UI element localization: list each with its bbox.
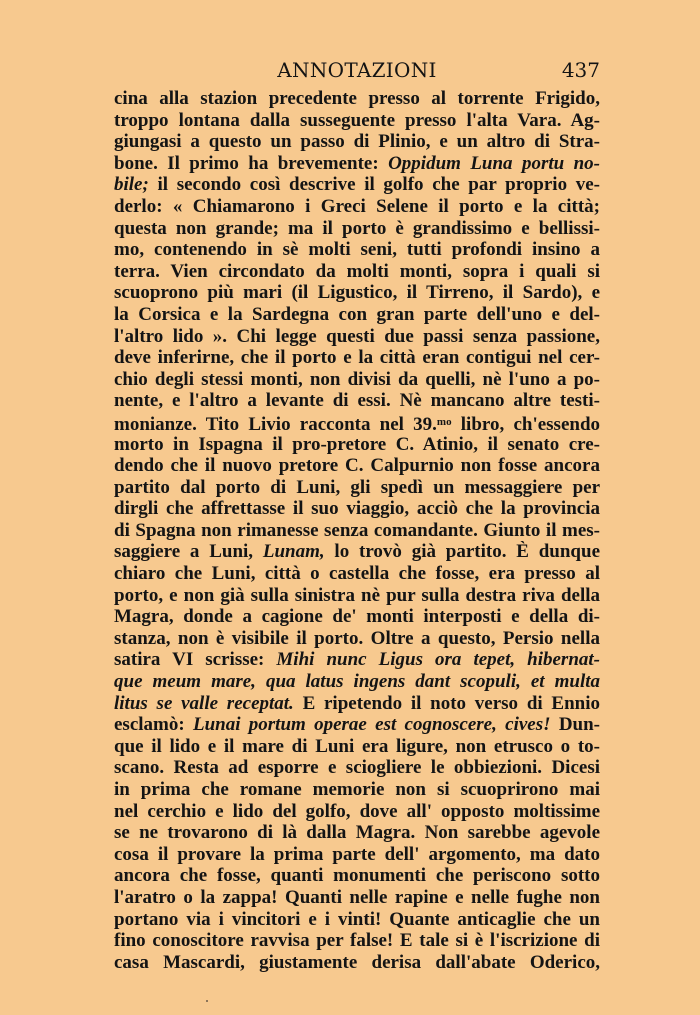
text-line xyxy=(114,822,600,844)
book-page xyxy=(114,58,600,973)
text-line xyxy=(114,498,600,520)
text-line xyxy=(114,369,600,391)
text-run: cosa il provare la prima parte dell' argomento, ma dato xyxy=(114,843,600,865)
text-run: partito dal porto di Luni, gli spedì un messaggiere per xyxy=(114,476,600,498)
text-run: monianze. Tito Livio racconta nel 39. xyxy=(114,413,437,434)
text-line xyxy=(114,952,600,974)
text-line xyxy=(114,434,600,456)
italic-quote: litus se valle receptat. xyxy=(114,692,294,714)
text-run: scano. Resta ad esporre e sciogliere le obbiezioni. Dicesi xyxy=(114,757,600,779)
text-run: chio degli stessi monti, non divisi da quelli, nè l'uno a po- xyxy=(114,368,600,390)
text-line xyxy=(114,239,600,261)
text-line xyxy=(114,282,600,304)
text-line xyxy=(114,304,600,326)
text-line xyxy=(114,801,600,823)
text-line xyxy=(114,412,600,434)
text-run: portano via i vincitori e i vinti! Quante anticaglie che un xyxy=(114,908,600,930)
text-line xyxy=(114,606,600,628)
ordinal-superscript: mo xyxy=(436,415,452,428)
text-line xyxy=(114,390,600,412)
text-run: que il lido e il mare di Luni era ligure, non etrusco o to- xyxy=(114,735,600,757)
text-run: mo, contenendo in sè molti seni, tutti profondi insino a xyxy=(114,239,600,261)
text-run: ancora che fosse, quanti monumenti che periscono sotto xyxy=(114,865,600,887)
text-line xyxy=(114,757,600,779)
italic-quote: Mihi nunc Ligus ora tepet, hibernat- xyxy=(276,649,600,671)
text-run: esclamò: xyxy=(114,714,193,736)
text-run: l'aratro o la zappa! Quanti nelle rapine e nelle fughe non xyxy=(114,886,600,908)
annotation-text xyxy=(114,88,600,973)
italic-quote: que meum mare, qua latus ingens dant scopuli, et multa xyxy=(114,671,600,693)
text-run: casa Mascardi, giustamente derisa dall'abate Oderico, xyxy=(114,951,600,973)
text-run: Magra, donde a cagione de' monti interposti e della di- xyxy=(114,606,600,628)
text-run: il secondo così descrive il golfo che par proprio ve- xyxy=(148,174,600,196)
text-line xyxy=(114,477,600,499)
italic-quote: Lunai portum operae est cognoscere, cives! xyxy=(192,714,551,736)
text-run: terra. Vien circondato da molti monti, sopra i quali si xyxy=(114,260,600,282)
text-line xyxy=(114,131,600,153)
text-run: la Corsica e la Sardegna con gran parte dell'uno e del- xyxy=(114,303,600,325)
text-run: porto, e non già sulla sinistra nè pur sulla destra riva della xyxy=(114,584,600,606)
text-line xyxy=(114,326,600,348)
italic-quote: bile; xyxy=(114,174,149,196)
text-run: morto in Ispagna il pro-pretore C. Atinio, il senato cre- xyxy=(114,433,600,455)
text-line xyxy=(114,887,600,909)
page-number: 437 xyxy=(561,58,600,82)
text-line xyxy=(114,714,600,736)
text-line xyxy=(114,110,600,132)
text-line xyxy=(114,844,600,866)
text-run: fino conoscitore ravvisa per false! E tale si è l'iscrizione di xyxy=(114,930,600,952)
text-line xyxy=(114,520,600,542)
text-line xyxy=(114,865,600,887)
text-line xyxy=(114,88,600,110)
text-line xyxy=(114,455,600,477)
text-line xyxy=(114,563,600,585)
text-run: deve inferirne, che il porto e la città eran contigui nel cer- xyxy=(114,347,600,369)
text-line xyxy=(114,909,600,931)
running-header xyxy=(114,58,600,86)
text-line xyxy=(114,261,600,283)
text-line xyxy=(114,153,600,175)
text-run: Dun- xyxy=(550,714,600,736)
text-run: E ripetendo il noto verso di Ennio xyxy=(293,692,600,714)
text-line xyxy=(114,541,600,563)
text-run: satira VI scrisse: xyxy=(114,649,277,671)
running-title: ANNOTAZIONI xyxy=(277,58,437,82)
text-line xyxy=(114,671,600,693)
text-run: chiaro che Luni, città o castella che fosse, era presso al xyxy=(114,563,600,585)
text-line xyxy=(114,693,600,715)
text-line xyxy=(114,779,600,801)
text-line xyxy=(114,930,600,952)
italic-quote: Oppidum Luna portu no- xyxy=(388,152,600,174)
text-run: saggiere a Luni, xyxy=(114,541,263,563)
text-line xyxy=(114,736,600,758)
text-run: scuoprono più mari (il Ligustico, il Tirreno, il Sardo), e xyxy=(114,282,600,304)
italic-quote: Lunam, xyxy=(262,541,325,563)
text-run: bone. Il primo ha brevemente: xyxy=(114,152,389,174)
text-line xyxy=(114,347,600,369)
text-run: lo trovò già partito. È dunque xyxy=(324,541,600,563)
text-line xyxy=(114,196,600,218)
text-run: troppo lontana dalla susseguente presso l'alta Vara. Ag- xyxy=(114,109,600,131)
text-run: dendo che il nuovo pretore C. Calpurnio non fosse ancora xyxy=(114,455,600,477)
text-run: di Spagna non rimanesse senza comandante. Giunto il mes- xyxy=(114,519,600,541)
text-run: l'altro lido ». Chi legge questi due passi senza passione, xyxy=(114,325,600,347)
print-speck xyxy=(206,1000,208,1002)
text-run: nel cerchio e lido del golfo, dove all' opposto moltissime xyxy=(114,800,600,822)
text-line xyxy=(114,628,600,650)
text-run: cina alla stazion precedente presso al torrente Frigido, xyxy=(114,88,600,109)
text-run: derlo: « Chiamarono i Greci Selene il porto e la città; xyxy=(114,195,600,217)
text-run: dirgli che affrettasse il suo viaggio, acciò che la provincia xyxy=(114,498,600,520)
text-run: giungasi a questo un passo di Plinio, e un altro di Stra- xyxy=(114,131,600,153)
text-run: stanza, non è visibile il porto. Oltre a questo, Persio nella xyxy=(114,627,600,649)
text-line xyxy=(114,649,600,671)
text-line xyxy=(114,585,600,607)
text-line xyxy=(114,218,600,240)
text-run: libro, ch'essendo xyxy=(451,413,600,434)
text-run: in prima che romane memorie non si scuoprirono mai xyxy=(114,779,600,800)
text-run: questa non grande; ma il porto è grandissimo e bellissi- xyxy=(114,217,600,239)
text-line xyxy=(114,174,600,196)
text-run: se ne trovarono di là dalla Magra. Non sarebbe agevole xyxy=(114,822,600,844)
text-run: nente, e l'altro a levante di essi. Nè mancano altre testi- xyxy=(114,390,600,412)
